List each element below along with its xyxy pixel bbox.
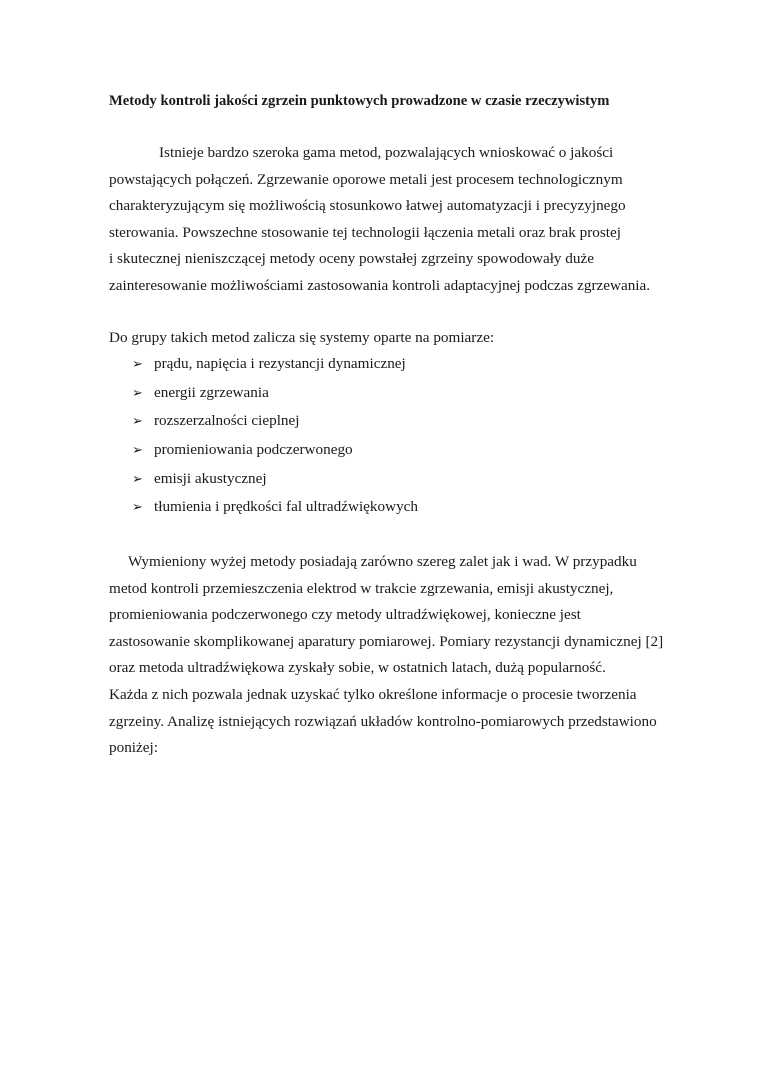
paragraph-line: zainteresowanie możliwościami zastosowania kontroli adaptacyjnej podczas zgrzewania. — [109, 276, 651, 294]
list-item — [109, 407, 418, 436]
paragraph-line: metod kontroli przemieszczenia elektrod w trakcie zgrzewania, emisji akustycznej, — [109, 579, 614, 597]
paragraph-line: sterowania. Powszechne stosowanie tej technologii łączenia metali oraz brak prostej — [109, 223, 621, 241]
list-intro: Do grupy takich metod zalicza się systemy oparte na pomiarze: — [109, 329, 495, 346]
arrow-bullet-icon: ➢ — [132, 471, 143, 487]
paragraph-line: Każda z nich pozwala jednak uzyskać tylko określone informacje o procesie tworzenia — [109, 685, 637, 703]
paragraph-line: zgrzeiny. Analizę istniejących rozwiązań układów kontrolno-pomiarowych przedstawiono — [109, 712, 657, 730]
arrow-bullet-icon: ➢ — [132, 500, 143, 516]
list-item-text: emisji akustycznej — [154, 469, 267, 487]
paragraph-line: poniżej: — [109, 739, 158, 757]
paragraph-line: charakteryzującym się możliwością stosunkowo łatwej automatyzacji i precyzyjnego — [109, 197, 626, 215]
arrow-bullet-icon: ➢ — [132, 357, 143, 372]
paragraph-line: Istnieje bardzo szeroka gama metod, pozwalających wnioskować o jakości — [159, 144, 614, 161]
paragraph-line: Wymieniony wyżej metody posiadają zarówno szereg zalet jak i wad. W przypadku — [128, 553, 637, 570]
list-item — [109, 379, 418, 408]
document-title: Metody kontroli jakości zgrzein punktowych prowadzone w czasie rzeczywistym — [109, 93, 610, 109]
paragraph-line: i skutecznej nieniszczącej metody oceny powstałej zgrzeiny spowodowały duże — [109, 250, 594, 268]
arrow-bullet-icon: ➢ — [132, 443, 143, 459]
arrow-bullet-icon: ➢ — [132, 385, 143, 401]
paragraph-line: powstających połączeń. Zgrzewanie oporowe metali jest procesem technologicznym — [109, 170, 623, 188]
list-item-text: energii zgrzewania — [154, 383, 269, 401]
list-item-text: prądu, napięcia i rezystancji dynamicznej — [154, 355, 406, 372]
paragraph-line: oraz metoda ultradźwiękowa zyskały sobie, w ostatnich latach, dużą popularność. — [109, 659, 606, 677]
list-item — [109, 436, 418, 465]
arrow-bullet-icon: ➢ — [132, 414, 143, 430]
list-item — [109, 350, 418, 379]
paragraph-intro — [109, 140, 679, 300]
list-item-text: tłumienia i prędkości fal ultradźwiękowych — [154, 498, 419, 516]
paragraph-line: zastosowanie skomplikowanej aparatury pomiarowej. Pomiary rezystancji dynamicznej [2] — [109, 632, 664, 650]
list-item-text: promieniowania podczerwonego — [154, 441, 353, 459]
paragraph-conclusion — [109, 549, 679, 762]
list-item — [109, 493, 418, 522]
paragraph-line: promieniowania podczerwonego czy metody ultradźwiękowej, konieczne jest — [109, 606, 581, 624]
list-item-text: rozszerzalności cieplnej — [154, 412, 300, 430]
methods-list — [109, 350, 418, 522]
list-item — [109, 465, 418, 494]
